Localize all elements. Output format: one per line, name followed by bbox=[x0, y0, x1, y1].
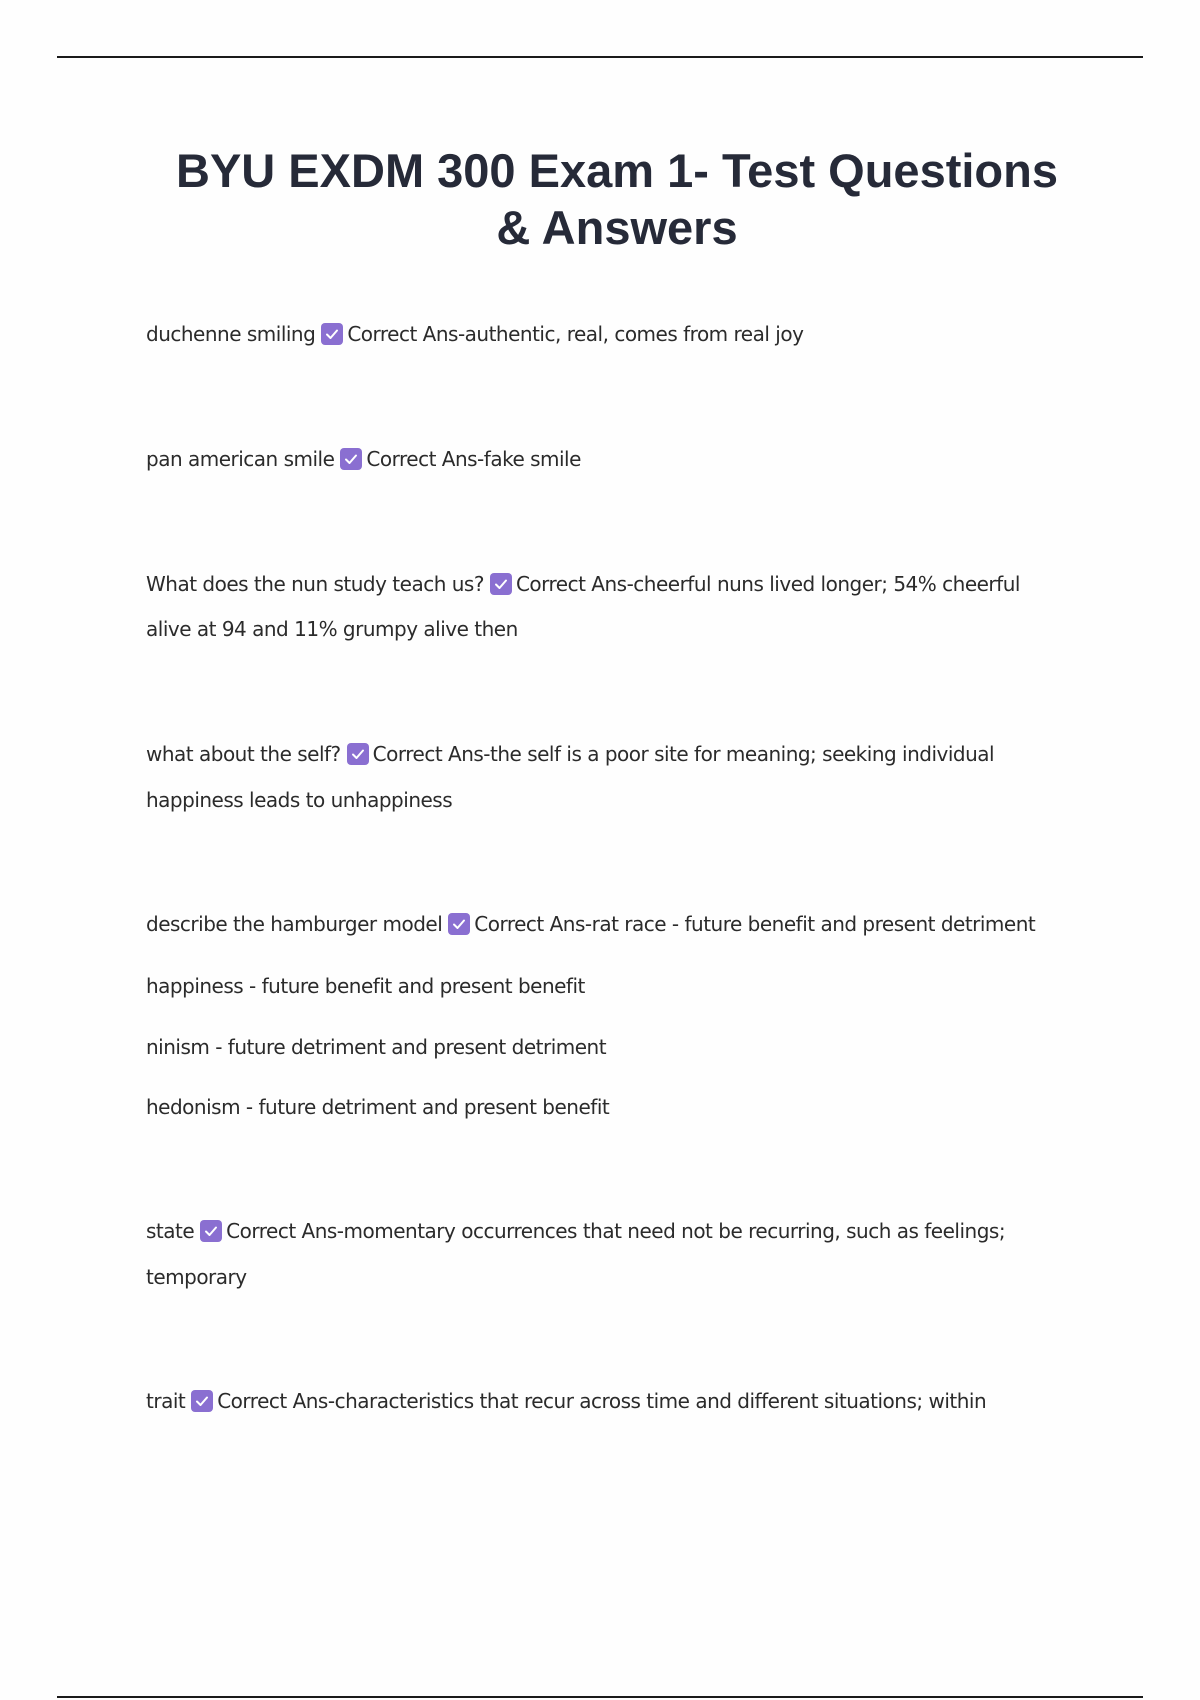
qa-first-line bbox=[146, 1219, 1005, 1243]
answer-continuation: alive at 94 and 11% grumpy alive then bbox=[146, 617, 518, 641]
question-text: describe the hamburger model bbox=[146, 912, 443, 936]
checkbox-checked-icon bbox=[347, 743, 369, 765]
answer-text: Correct Ans-authentic, real, comes from real joy bbox=[347, 322, 804, 346]
question-text: What does the nun study teach us? bbox=[146, 572, 484, 596]
answer-text: Correct Ans-characteristics that recur across time and different situations; within bbox=[217, 1389, 987, 1413]
answer-continuation: ninism - future detriment and present detriment bbox=[146, 1035, 607, 1059]
checkbox-checked-icon bbox=[340, 448, 362, 470]
checkbox-checked-icon bbox=[490, 573, 512, 595]
answer-continuation: happiness leads to unhappiness bbox=[146, 788, 453, 812]
qa-first-line bbox=[146, 742, 994, 766]
question-text: pan american smile bbox=[146, 447, 335, 471]
checkbox-checked-icon bbox=[321, 323, 343, 345]
answer-text: Correct Ans-fake smile bbox=[366, 447, 581, 471]
qa-first-line bbox=[146, 322, 803, 346]
answer-text: Correct Ans-cheerful nuns lived longer; 54% cheerful bbox=[515, 572, 1020, 596]
answer-continuation: happiness - future benefit and present benefit bbox=[146, 974, 585, 998]
answer-text: Correct Ans-the self is a poor site for meaning; seeking individual bbox=[372, 742, 995, 766]
bottom-rule bbox=[57, 1696, 1143, 1698]
qa-first-line bbox=[146, 912, 1035, 936]
qa-first-line bbox=[146, 447, 581, 471]
question-text: duchenne smiling bbox=[146, 322, 316, 346]
question-text: what about the self? bbox=[146, 742, 341, 766]
checkbox-checked-icon bbox=[200, 1220, 222, 1242]
answer-text: Correct Ans-rat race - future benefit and present detriment bbox=[474, 912, 1036, 936]
answer-continuation: temporary bbox=[146, 1265, 247, 1289]
question-text: state bbox=[146, 1219, 195, 1243]
qa-first-line bbox=[146, 1389, 986, 1413]
checkbox-checked-icon bbox=[191, 1390, 213, 1412]
top-rule bbox=[57, 56, 1143, 58]
qa-first-line bbox=[146, 572, 1020, 596]
title-line-2: & Answers bbox=[496, 201, 738, 254]
document-title bbox=[100, 142, 1134, 256]
answer-continuation: hedonism - future detriment and present benefit bbox=[146, 1095, 610, 1119]
title-line-1: BYU EXDM 300 Exam 1- Test Questions bbox=[176, 144, 1058, 197]
answer-text: Correct Ans-momentary occurrences that need not be recurring, such as feelings; bbox=[226, 1219, 1006, 1243]
checkbox-checked-icon bbox=[448, 913, 470, 935]
question-text: trait bbox=[146, 1389, 186, 1413]
